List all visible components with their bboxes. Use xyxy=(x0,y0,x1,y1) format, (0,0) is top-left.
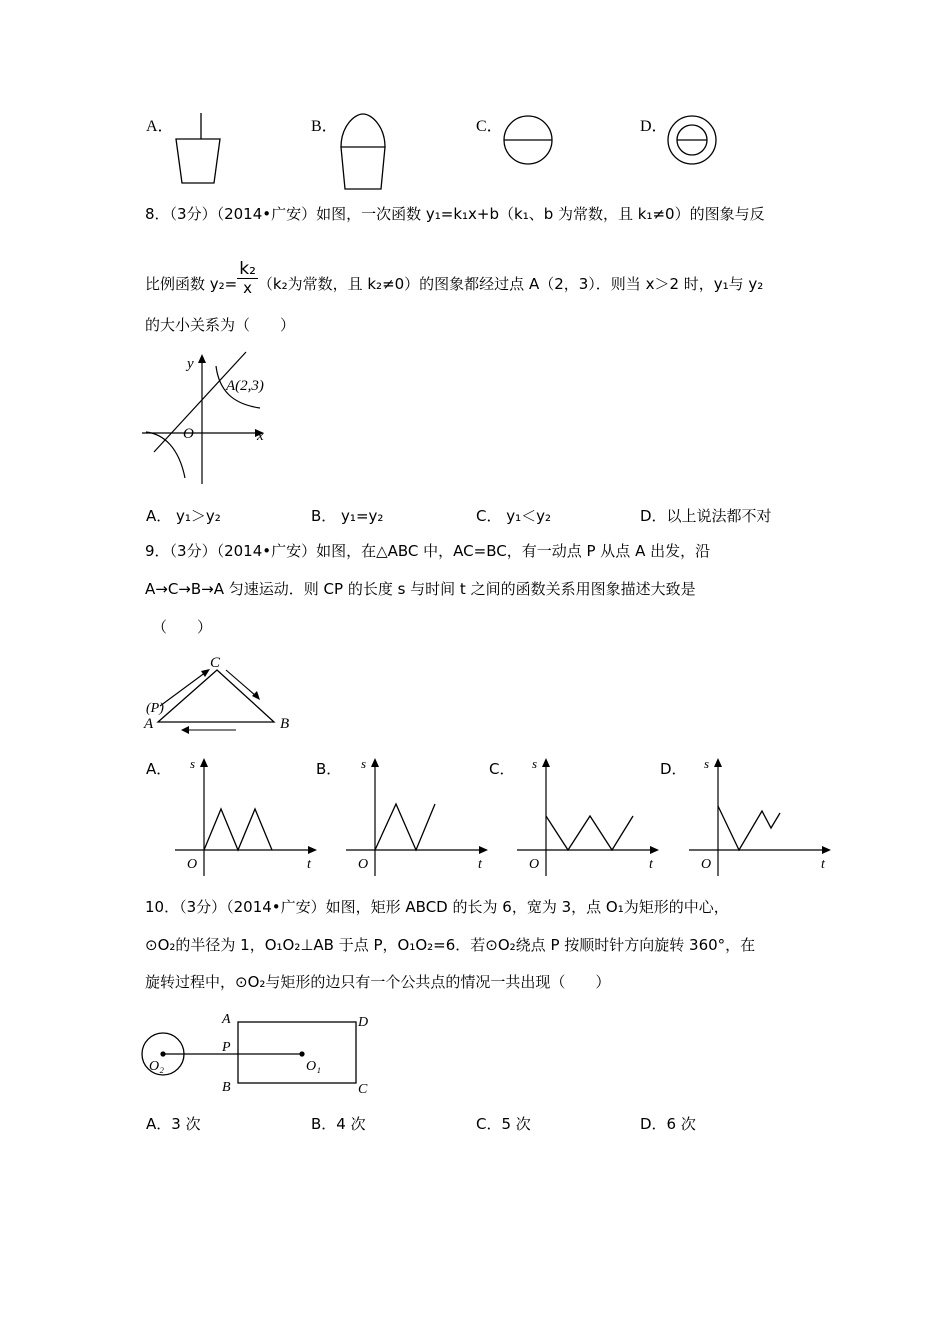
q9-option-c-graph xyxy=(517,754,667,876)
q7-option-d-label: D． xyxy=(640,118,668,135)
q10-stem-line3: 旋转过程中，⊙O₂与矩形的边只有一个公共点的情况一共出现（ ） xyxy=(145,973,611,991)
q7-option-d-figure xyxy=(666,113,726,169)
q9-c-s-label: s xyxy=(532,756,538,771)
q8-y-axis-label: y xyxy=(187,356,194,372)
q8-stem-line2-suffix: （k₂为常数，且 k₂≠0）的图象都经过点 A（2，3）．则当 x＞2 时，y₁与 y₂ xyxy=(257,275,764,293)
q9-triangle-figure xyxy=(140,650,300,736)
q9-c-t-label: t xyxy=(649,857,653,872)
q10-stem-line1: 10．（3分）（2014•广安）如图，矩形 ABCD 的长为 6，宽为 3，点 O₁为矩形的中心， xyxy=(145,898,729,916)
q8-point-a-label: A(2,3) xyxy=(226,378,264,394)
q9-option-b-graph xyxy=(346,754,496,876)
q10-point-o2-label: O₂ xyxy=(149,1059,164,1074)
q8-option-b: B． y₁=y₂ xyxy=(311,507,384,525)
q8-stem-line1: 8．（3分）（2014•广安）如图，一次函数 y₁=k₁x+b（k₁、b 为常数，且 k₁≠0）的图象与反 xyxy=(145,205,765,223)
q7-option-a-figure xyxy=(170,113,230,193)
q9-b-origin-label: O xyxy=(358,857,369,872)
q8-origin-label: O xyxy=(183,426,194,442)
q9-option-d-graph xyxy=(689,754,839,876)
q9-vertex-c-label: C xyxy=(210,655,221,671)
q9-option-c-label: C． xyxy=(489,760,515,778)
q9-stem-line1: 9．（3分）（2014•广安）如图，在△ABC 中，AC=BC，有一动点 P 从点 A 出发，沿 xyxy=(145,542,711,560)
q8-option-a: A． y₁＞y₂ xyxy=(146,507,221,525)
q9-a-t-label: t xyxy=(307,857,311,872)
q9-stem-line3: （ ） xyxy=(152,618,213,636)
q10-vertex-b-label: B xyxy=(222,1080,231,1095)
q9-d-t-label: t xyxy=(821,857,825,872)
q10-point-o1-label: O₁ xyxy=(306,1059,321,1074)
q9-option-d-label: D． xyxy=(660,760,687,778)
q7-option-a-label: A． xyxy=(146,118,174,135)
q9-stem-line2: A→C→B→A 匀速运动．则 CP 的长度 s 与时间 t 之间的函数关系用图象描述大致是 xyxy=(145,580,696,598)
q8-option-d: D．以上说法都不对 xyxy=(640,507,772,525)
q7-option-b-label: B． xyxy=(311,118,338,135)
q7-option-b-figure xyxy=(336,112,396,192)
q9-a-origin-label: O xyxy=(187,857,198,872)
q10-option-b: B．4 次 xyxy=(311,1115,366,1133)
q10-option-d: D．6 次 xyxy=(640,1115,696,1133)
q9-c-origin-label: O xyxy=(529,857,540,872)
q10-option-a: A．3 次 xyxy=(146,1115,201,1133)
q9-option-a-label: A． xyxy=(146,760,172,778)
q10-rectangle-figure xyxy=(140,1008,380,1102)
q8-stem-line3: 的大小关系为（ ） xyxy=(145,316,296,334)
q8-stem-line2-prefix: 比例函数 y₂= xyxy=(145,275,238,293)
q8-x-axis-label: x xyxy=(257,428,264,444)
q7-option-c-figure xyxy=(502,113,562,169)
q9-option-b-label: B． xyxy=(316,760,342,778)
q9-a-s-label: s xyxy=(190,756,196,771)
q9-b-s-label: s xyxy=(361,756,367,771)
q9-b-t-label: t xyxy=(478,857,482,872)
q9-vertex-b-label: B xyxy=(280,716,290,732)
q8-fraction-numerator: k₂ xyxy=(239,259,256,279)
q10-vertex-d-label: D xyxy=(358,1015,369,1030)
q10-point-p-label: P xyxy=(222,1040,231,1055)
q10-vertex-c-label: C xyxy=(358,1082,368,1097)
q10-option-c: C．5 次 xyxy=(476,1115,531,1133)
q7-option-c-label: C． xyxy=(476,118,503,135)
q9-point-p-label: (P) xyxy=(146,701,164,716)
q8-option-c: C． y₁＜y₂ xyxy=(476,507,552,525)
q8-fraction-denominator: x xyxy=(243,279,253,297)
q8-fraction xyxy=(237,260,258,297)
q10-vertex-a-label: A xyxy=(222,1012,231,1027)
q10-stem-line2: ⊙O₂的半径为 1，O₁O₂⊥AB 于点 P，O₁O₂=6．若⊙O₂绕点 P 按顺时针方向旋转 360°，在 xyxy=(145,936,756,954)
q9-d-origin-label: O xyxy=(701,857,712,872)
q9-vertex-a-label: A xyxy=(144,716,154,732)
q8-stem-line2 xyxy=(145,259,764,303)
q9-option-a-graph xyxy=(175,754,325,876)
q8-function-graph xyxy=(140,348,280,488)
q9-d-s-label: s xyxy=(704,756,710,771)
